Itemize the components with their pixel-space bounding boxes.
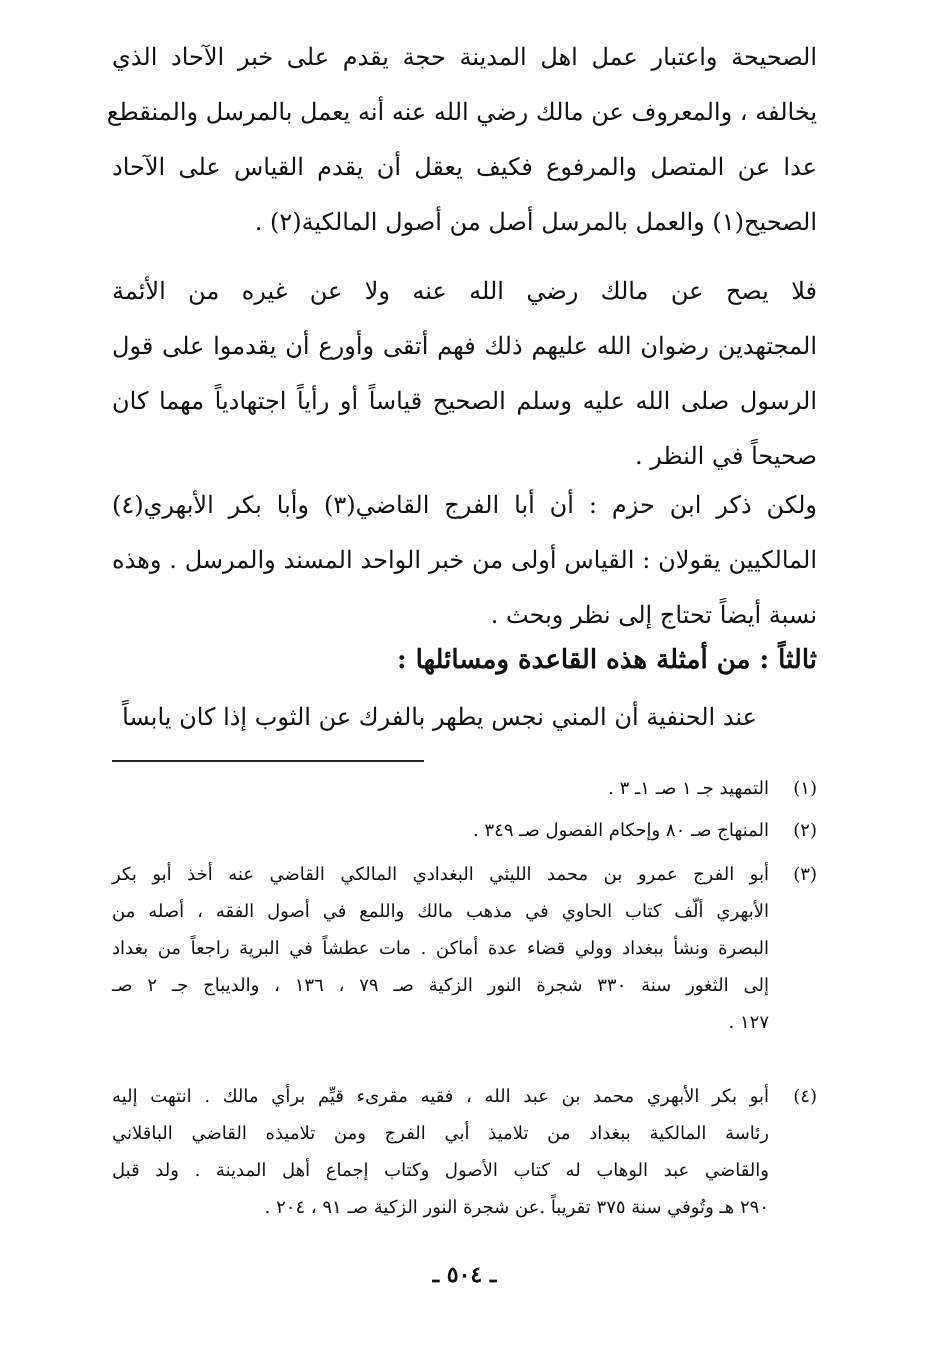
section-heading: ثالثاً : من أمثلة هذه القاعدة ومسائلها : xyxy=(397,645,817,675)
section-heading-block xyxy=(112,640,817,680)
footnote-line: والقاضي عبد الوهاب له كتاب الأصول وكتاب إجماع أهل المدينة . ولد قبل xyxy=(112,1160,769,1181)
footnote-line: ٢٩٠ هـ وتُوفي سنة ٣٧٥ تقريباً .عن شجرة النور الزكية صـ ٩١ ، ٢٠٤ . xyxy=(264,1197,769,1218)
text-line: عدا عن المتصل والمرفوع فكيف يعقل أن يقدم القياس على الآحاد xyxy=(112,153,817,181)
footnote-line: التمهيد جـ ١ صـ ١ـ ٣ . xyxy=(608,778,769,799)
footnote-number: (٢) xyxy=(793,820,817,841)
footnote-number: (١) xyxy=(793,778,817,799)
text-line: الصحيح(١) والعمل بالمرسل أصل من أصول المالكية(٢) . xyxy=(254,208,817,236)
footnote-line: رئاسة المالكية ببغداد من تلاميذ أبي الفرج ومن تلاميذه القاضي الباقلاني xyxy=(112,1123,769,1144)
paragraph-2 xyxy=(112,264,817,484)
footnote-1 xyxy=(112,770,817,807)
page-number: ـ ٥٠٤ ـ xyxy=(432,1262,497,1288)
text-line: صحيحاً في النظر . xyxy=(634,442,817,470)
text-line: يخالفه ، والمعروف عن مالك رضي الله عنه أنه يعمل بالمرسل والمنقطع xyxy=(106,98,817,126)
footnote-4 xyxy=(112,1078,817,1226)
footnote-line: الأبهري ألّف كتاب الحاوي في مذهب مالك واللمع في أصول الفقه ، أصله من xyxy=(112,901,769,922)
text-line: فلا يصح عن مالك رضي الله عنه ولا عن غيره من الأئمة xyxy=(112,277,817,305)
footnote-3 xyxy=(112,856,817,1041)
footnote-separator xyxy=(112,760,424,762)
footnote-2 xyxy=(112,812,817,849)
footnote-number: (٤) xyxy=(793,1086,817,1107)
text-line: ولكن ذكر ابن حزم : أن أبا الفرج القاضي(٣) وأبا بكر الأبهري(٤) xyxy=(112,491,817,519)
footnote-line: ١٢٧ . xyxy=(728,1012,769,1033)
text-line: المجتهدين رضوان الله عليهم ذلك فهم أتقى وأورع أن يقدموا على قول xyxy=(112,332,817,360)
text-line: المالكيين يقولان : القياس أولى من خبر الواحد المسند والمرسل . وهذه xyxy=(112,546,817,574)
footnote-number: (٣) xyxy=(793,864,817,885)
paragraph-3 xyxy=(112,478,817,643)
footnote-line: إلى الثغور سنة ٣٣٠ شجرة النور الزكية صـ ٧٩ ، ١٣٦ ، والديباج جـ ٢ صـ xyxy=(112,975,769,996)
text-line: الرسول صلى الله عليه وسلم الصحيح قياساً أو رأياً اجتهادياً مهما كان xyxy=(112,387,817,415)
footnote-line: المنهاج صـ ٨٠ وإحكام الفصول صـ ٣٤٩ . xyxy=(473,820,769,841)
footnote-line: البصرة ونشأ ببغداد وولي قضاء عدة أماكن . مات عطشاً في البرية راجعاً من بغداد xyxy=(112,938,769,959)
footnote-line: أبو الفرج عمرو بن محمد الليثي البغدادي المالكي القاضي عنه أخذ أبو بكر xyxy=(112,864,769,885)
footnote-line: أبو بكر الأبهري محمد بن عبد الله ، فقيه مقرىء قيِّم برأي مالك . انتهت إليه xyxy=(112,1086,770,1107)
text-line: عند الحنفية أن المني نجس يطهر بالفرك عن الثوب إذا كان يابساً xyxy=(122,703,757,731)
text-line: الصحيحة واعتبار عمل اهل المدينة حجة يقدم على خبر الآحاد الذي xyxy=(112,43,817,71)
paragraph-4 xyxy=(112,690,817,745)
text-line: نسبة أيضاً تحتاج إلى نظر وبحث . xyxy=(490,601,817,629)
paragraph-1 xyxy=(106,30,817,250)
